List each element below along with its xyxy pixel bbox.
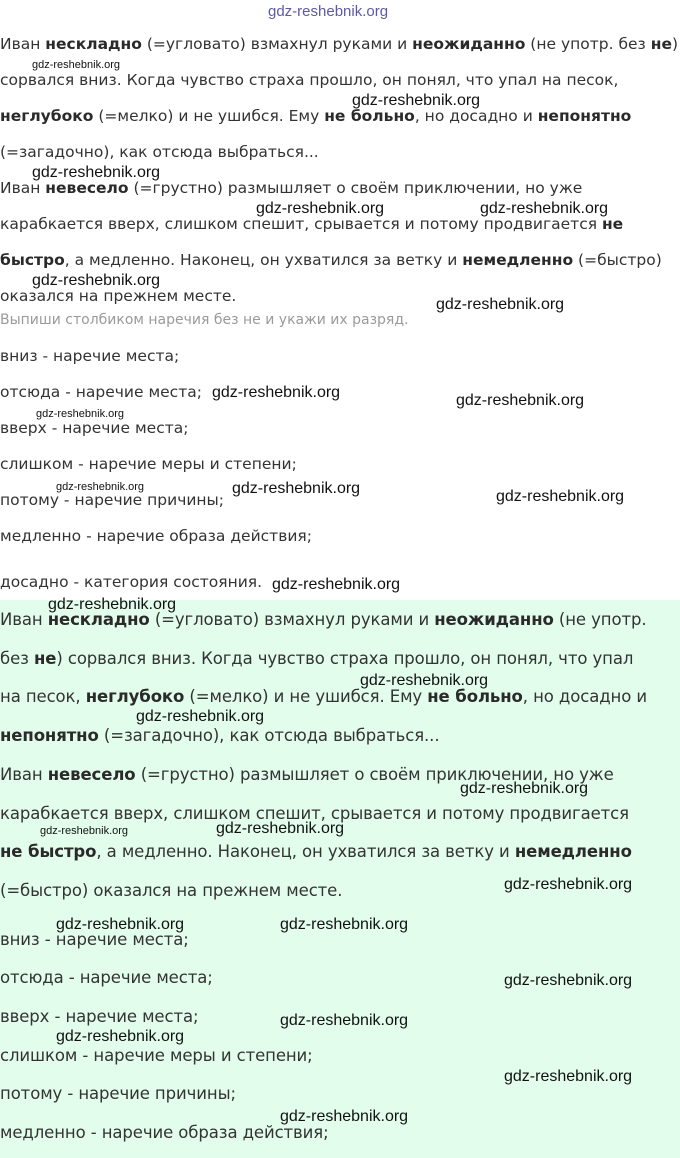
watermark-text: gdz-reshebnik.org — [460, 780, 589, 797]
answer-line: отсюда - наречие места; — [0, 968, 213, 987]
answer-line: отсюда - наречие места; — [0, 383, 202, 401]
watermark-text: gdz-reshebnik.org — [216, 820, 345, 837]
text-line: без не) сорвался вниз. Когда чувство страха прошло, он понял, что упал — [0, 649, 634, 668]
watermark-text: gdz-reshebnik.org — [56, 916, 185, 933]
text-line: быстро, а медленно. Наконец, он ухватился за ветку и немедленно (=быстро) — [0, 251, 662, 269]
watermark-text: gdz-reshebnik.org — [32, 272, 161, 289]
answer-line: вниз - наречие места; — [0, 930, 189, 949]
watermark-text: gdz-reshebnik.org — [280, 1012, 409, 1029]
watermark-text: gdz-reshebnik.org — [56, 481, 145, 493]
text-line: неглубоко (=мелко) и не ушибся. Ему не больно, но досадно и непонятно — [0, 107, 632, 125]
watermark-text: gdz-reshebnik.org — [32, 164, 161, 181]
text-line: Иван невесело (=грустно) размышляет о своём приключении, но уже — [0, 179, 583, 197]
watermark-text: gdz-reshebnik.org — [436, 296, 565, 313]
watermark-text: gdz-reshebnik.org — [352, 92, 481, 109]
text-line: оказался на прежнем месте. — [0, 287, 237, 305]
watermark-text: gdz-reshebnik.org — [268, 3, 389, 20]
answer-line: потому - наречие причины; — [0, 1084, 236, 1103]
watermark-text: gdz-reshebnik.org — [272, 576, 401, 593]
answer-line: слишком - наречие меры и степени; — [0, 455, 297, 473]
answer-line: вниз - наречие места; — [0, 347, 180, 365]
answer-line: досадно - категория состояния. — [0, 573, 263, 591]
watermark-text: gdz-reshebnik.org — [48, 596, 177, 613]
answer-line: медленно - наречие образа действия; — [0, 1123, 329, 1142]
text-line: на песок, неглубоко (=мелко) и не ушибся. Ему не больно, но досадно и — [0, 687, 647, 706]
task-hint: Выпиши столбиком наречия без не и укажи их разряд. — [0, 312, 409, 328]
watermark-text: gdz-reshebnik.org — [256, 200, 385, 217]
watermark-text: gdz-reshebnik.org — [480, 200, 609, 217]
answer-line: вверх - наречие места; — [0, 1007, 199, 1026]
text-line: сорвался вниз. Когда чувство страха прошло, он понял, что упал на песок, — [0, 71, 619, 89]
answer-line: вверх - наречие места; — [0, 419, 189, 437]
answer-line: медленно - наречие образа действия; — [0, 527, 312, 545]
watermark-text: gdz-reshebnik.org — [280, 916, 409, 933]
watermark-text: gdz-reshebnik.org — [280, 1108, 409, 1125]
text-line: карабкается вверх, слишком спешит, срывается и потому продвигается — [0, 804, 629, 823]
watermark-text: gdz-reshebnik.org — [36, 408, 125, 420]
watermark-text: gdz-reshebnik.org — [212, 384, 341, 401]
watermark-text: gdz-reshebnik.org — [504, 1068, 633, 1085]
watermark-text: gdz-reshebnik.org — [496, 488, 625, 505]
watermark-text: gdz-reshebnik.org — [56, 1028, 185, 1045]
text-line: не быстро, а медленно. Наконец, он ухватился за ветку и немедленно — [0, 842, 632, 861]
text-line: Иван нескладно (=угловато) взмахнул руками и неожиданно (не употр. без не) — [0, 35, 679, 53]
answer-line: потому - наречие причины; — [0, 491, 225, 509]
watermark-text: gdz-reshebnik.org — [504, 972, 633, 989]
text-line: Иван невесело (=грустно) размышляет о своём приключении, но уже — [0, 765, 614, 784]
text-line: карабкается вверх, слишком спешит, срывается и потому продвигается не — [0, 215, 624, 233]
text-line: (=быстро) оказался на прежнем месте. — [0, 881, 343, 900]
watermark-text: gdz-reshebnik.org — [360, 672, 489, 689]
watermark-text: gdz-reshebnik.org — [136, 708, 265, 725]
watermark-text: gdz-reshebnik.org — [504, 876, 633, 893]
text-line: непонятно (=загадочно), как отсюда выбраться... — [0, 726, 440, 745]
text-line: (=загадочно), как отсюда выбраться... — [0, 143, 319, 161]
watermark-text: gdz-reshebnik.org — [232, 480, 361, 497]
watermark-text: gdz-reshebnik.org — [32, 59, 121, 71]
text-line: Иван нескладно (=угловато) взмахнул руками и неожиданно (не употр. — [0, 610, 647, 629]
watermark-text: gdz-reshebnik.org — [456, 392, 585, 409]
watermark-text: gdz-reshebnik.org — [40, 825, 129, 837]
answer-line: слишком - наречие меры и степени; — [0, 1046, 313, 1065]
